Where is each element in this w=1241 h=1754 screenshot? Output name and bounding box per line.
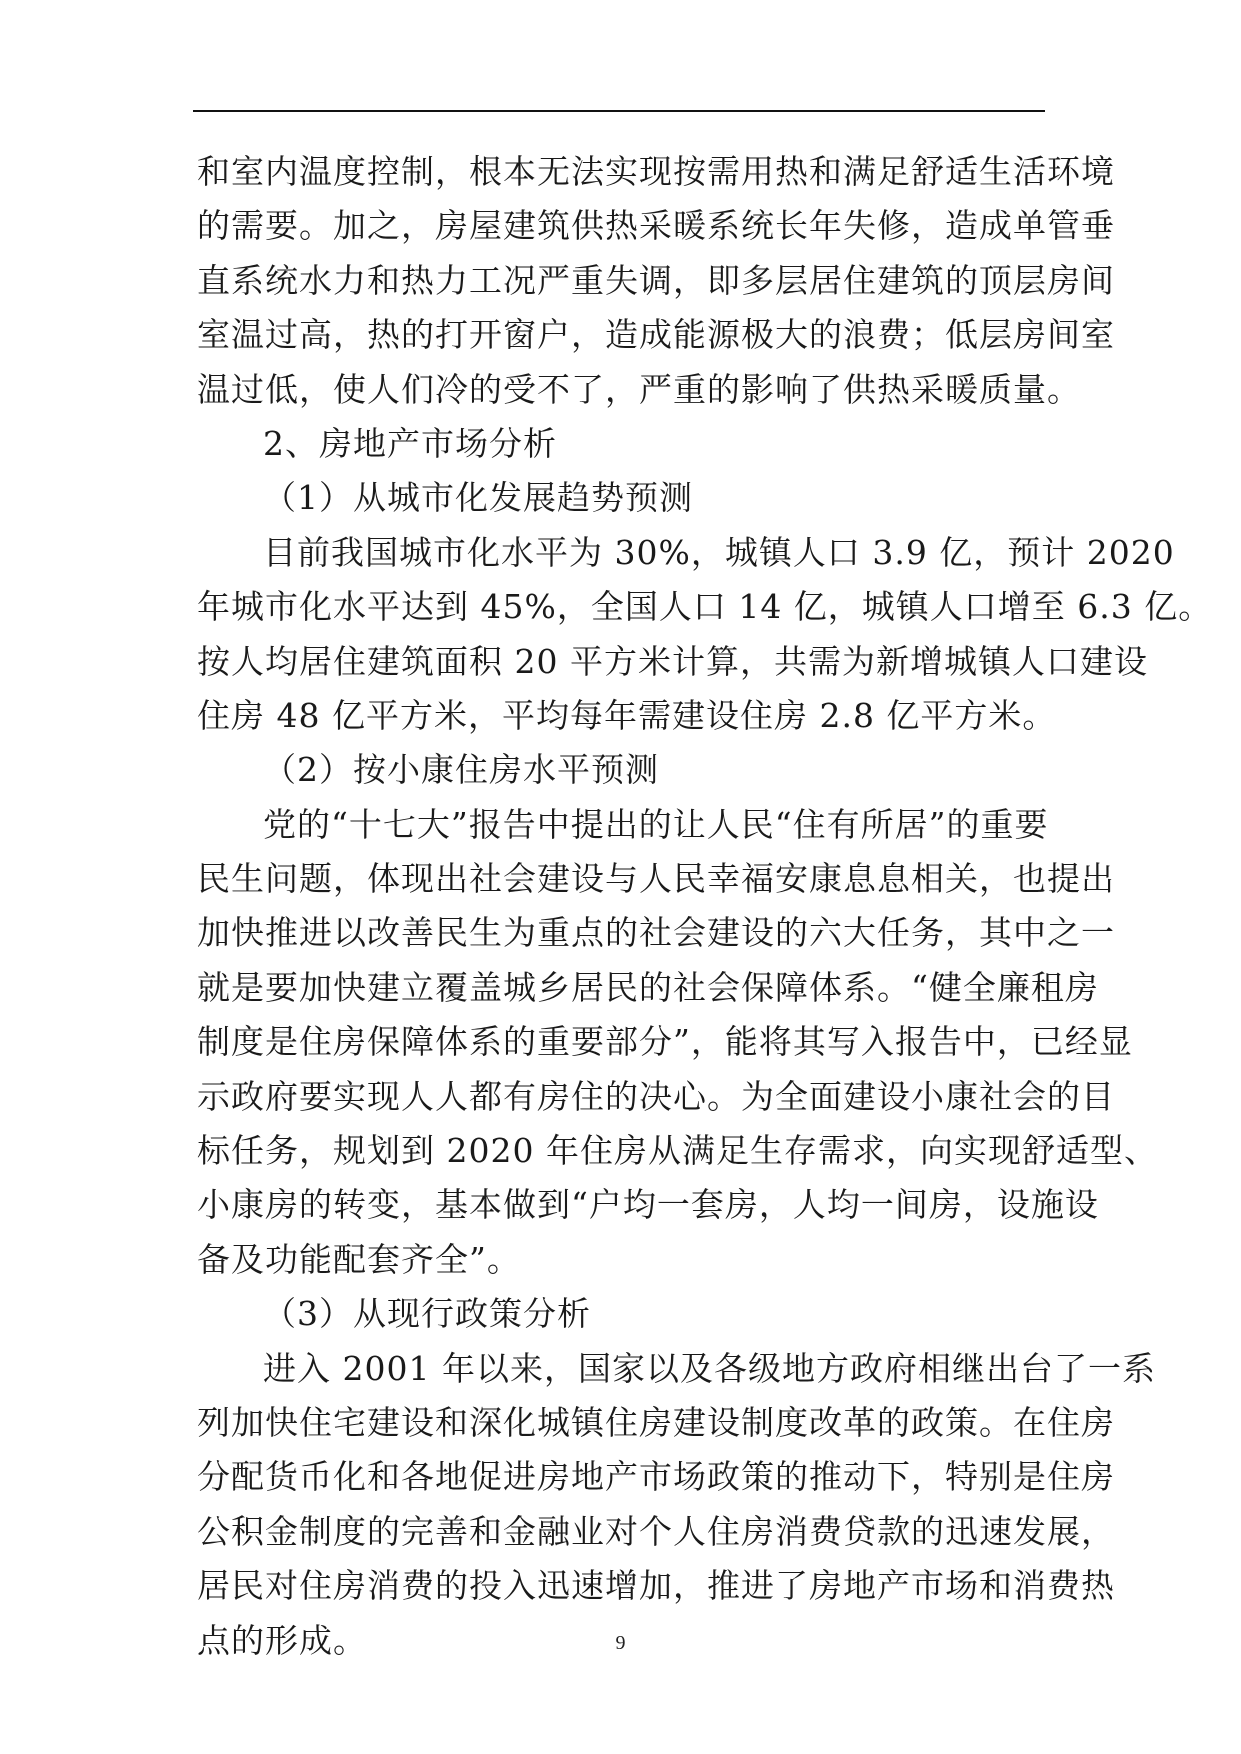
text-line: 就是要加快建立覆盖城乡居民的社会保障体系。“健全廉租房 bbox=[197, 967, 1099, 1007]
text-line: 小康房的转变，基本做到“户均一套房，人均一间房，设施设 bbox=[197, 1185, 1099, 1225]
text-line: 居民对住房消费的投入迅速增加，推进了房地产市场和消费热 bbox=[197, 1566, 1115, 1606]
text-line: 按人均居住建筑面积 20 平方米计算，共需为新增城镇人口建设 bbox=[197, 641, 1148, 681]
text-line: （3）从现行政策分析 bbox=[263, 1294, 591, 1334]
header-rule bbox=[193, 110, 1045, 112]
text-line: 直系统水力和热力工况严重失调，即多层居住建筑的顶层房间 bbox=[197, 260, 1115, 300]
text-line: 的需要。加之，房屋建筑供热采暖系统长年失修，造成单管垂 bbox=[197, 206, 1115, 246]
text-line: 进入 2001 年以来，国家以及各级地方政府相继出台了一系 bbox=[263, 1348, 1156, 1388]
text-line: 公积金制度的完善和金融业对个人住房消费贷款的迅速发展， bbox=[197, 1511, 1115, 1551]
text-line: 年城市化水平达到 45%，全国人口 14 亿，城镇人口增至 6.3 亿。 bbox=[197, 587, 1213, 627]
page-number: 9 bbox=[615, 1632, 626, 1654]
text-line: 党的“十七大”报告中提出的让人民“住有所居”的重要 bbox=[263, 804, 1049, 844]
text-line: 住房 48 亿平方米，平均每年需建设住房 2.8 亿平方米。 bbox=[197, 695, 1057, 735]
text-line: （2）按小康住房水平预测 bbox=[263, 750, 659, 790]
text-line: 目前我国城市化水平为 30%，城镇人口 3.9 亿，预计 2020 bbox=[263, 532, 1175, 572]
text-line: 民生问题，体现出社会建设与人民幸福安康息息相关，也提出 bbox=[197, 859, 1115, 899]
text-line: 2、房地产市场分析 bbox=[263, 423, 557, 463]
text-line: 点的形成。 bbox=[197, 1620, 367, 1660]
text-line: 列加快住宅建设和深化城镇住房建设制度改革的政策。在住房 bbox=[197, 1402, 1115, 1442]
text-line: 和室内温度控制，根本无法实现按需用热和满足舒适生活环境 bbox=[197, 152, 1115, 191]
text-line: （1）从城市化发展趋势预测 bbox=[263, 478, 693, 518]
text-line: 室温过高，热的打开窗户，造成能源极大的浪费；低层房间室 bbox=[197, 315, 1115, 355]
text-line: 制度是住房保障体系的重要部分”，能将其写入报告中，已经显 bbox=[197, 1022, 1133, 1062]
text-line: 分配货币化和各地促进房地产市场政策的推动下，特别是住房 bbox=[197, 1457, 1115, 1497]
text-line: 加快推进以改善民生为重点的社会建设的六大任务，其中之一 bbox=[197, 913, 1115, 953]
text-line: 备及功能配套齐全”。 bbox=[197, 1239, 521, 1279]
document-body bbox=[197, 145, 1213, 1668]
text-line: 温过低，使人们冷的受不了，严重的影响了供热采暖质量。 bbox=[197, 369, 1081, 409]
text-line: 示政府要实现人人都有房住的决心。为全面建设小康社会的目 bbox=[197, 1076, 1115, 1116]
text-line: 标任务，规划到 2020 年住房从满足生存需求，向实现舒适型、 bbox=[197, 1131, 1158, 1171]
